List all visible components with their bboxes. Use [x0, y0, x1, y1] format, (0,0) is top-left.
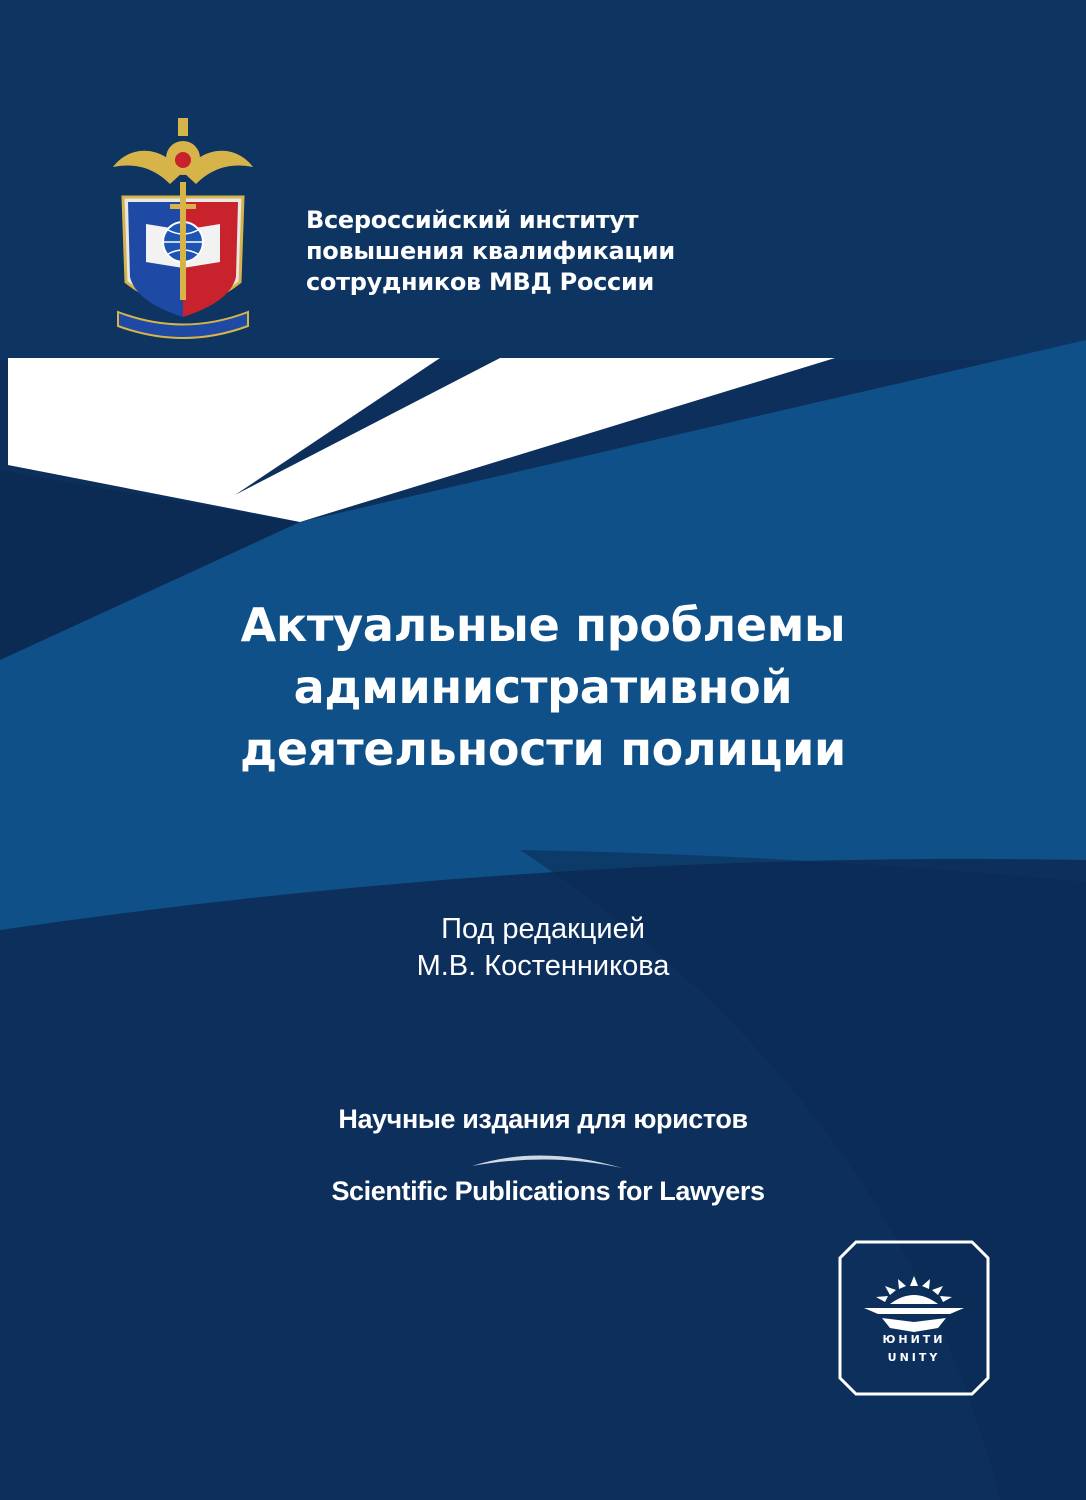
institute-name [306, 205, 766, 298]
book-title-line: Актуальные проблемы [240, 598, 846, 652]
series-name-ru: Научные издания для юристов [338, 1104, 748, 1134]
unity-publisher-logo-icon [838, 1240, 990, 1396]
mvd-emblem-icon [108, 112, 258, 342]
institute-line: сотрудников МВД России [306, 268, 655, 296]
institute-line: Всероссийский институт [306, 206, 639, 234]
editor-line: М.В. Костенникова [416, 950, 670, 982]
series-name-en: Scientific Publications for Lawyers [331, 1176, 765, 1206]
book-title [0, 594, 1086, 780]
book-title-line: административной [293, 660, 793, 714]
book-title-line: деятельности полиции [240, 722, 846, 776]
editor-credit [0, 911, 1086, 985]
publisher-name-en: UNITY [887, 1351, 941, 1364]
swoosh-icon [470, 1142, 630, 1172]
institute-line: повышения квалификации [306, 237, 675, 265]
publisher-name-ru: ЮНИТИ [882, 1333, 946, 1346]
editor-line: Под редакцией [441, 913, 645, 945]
